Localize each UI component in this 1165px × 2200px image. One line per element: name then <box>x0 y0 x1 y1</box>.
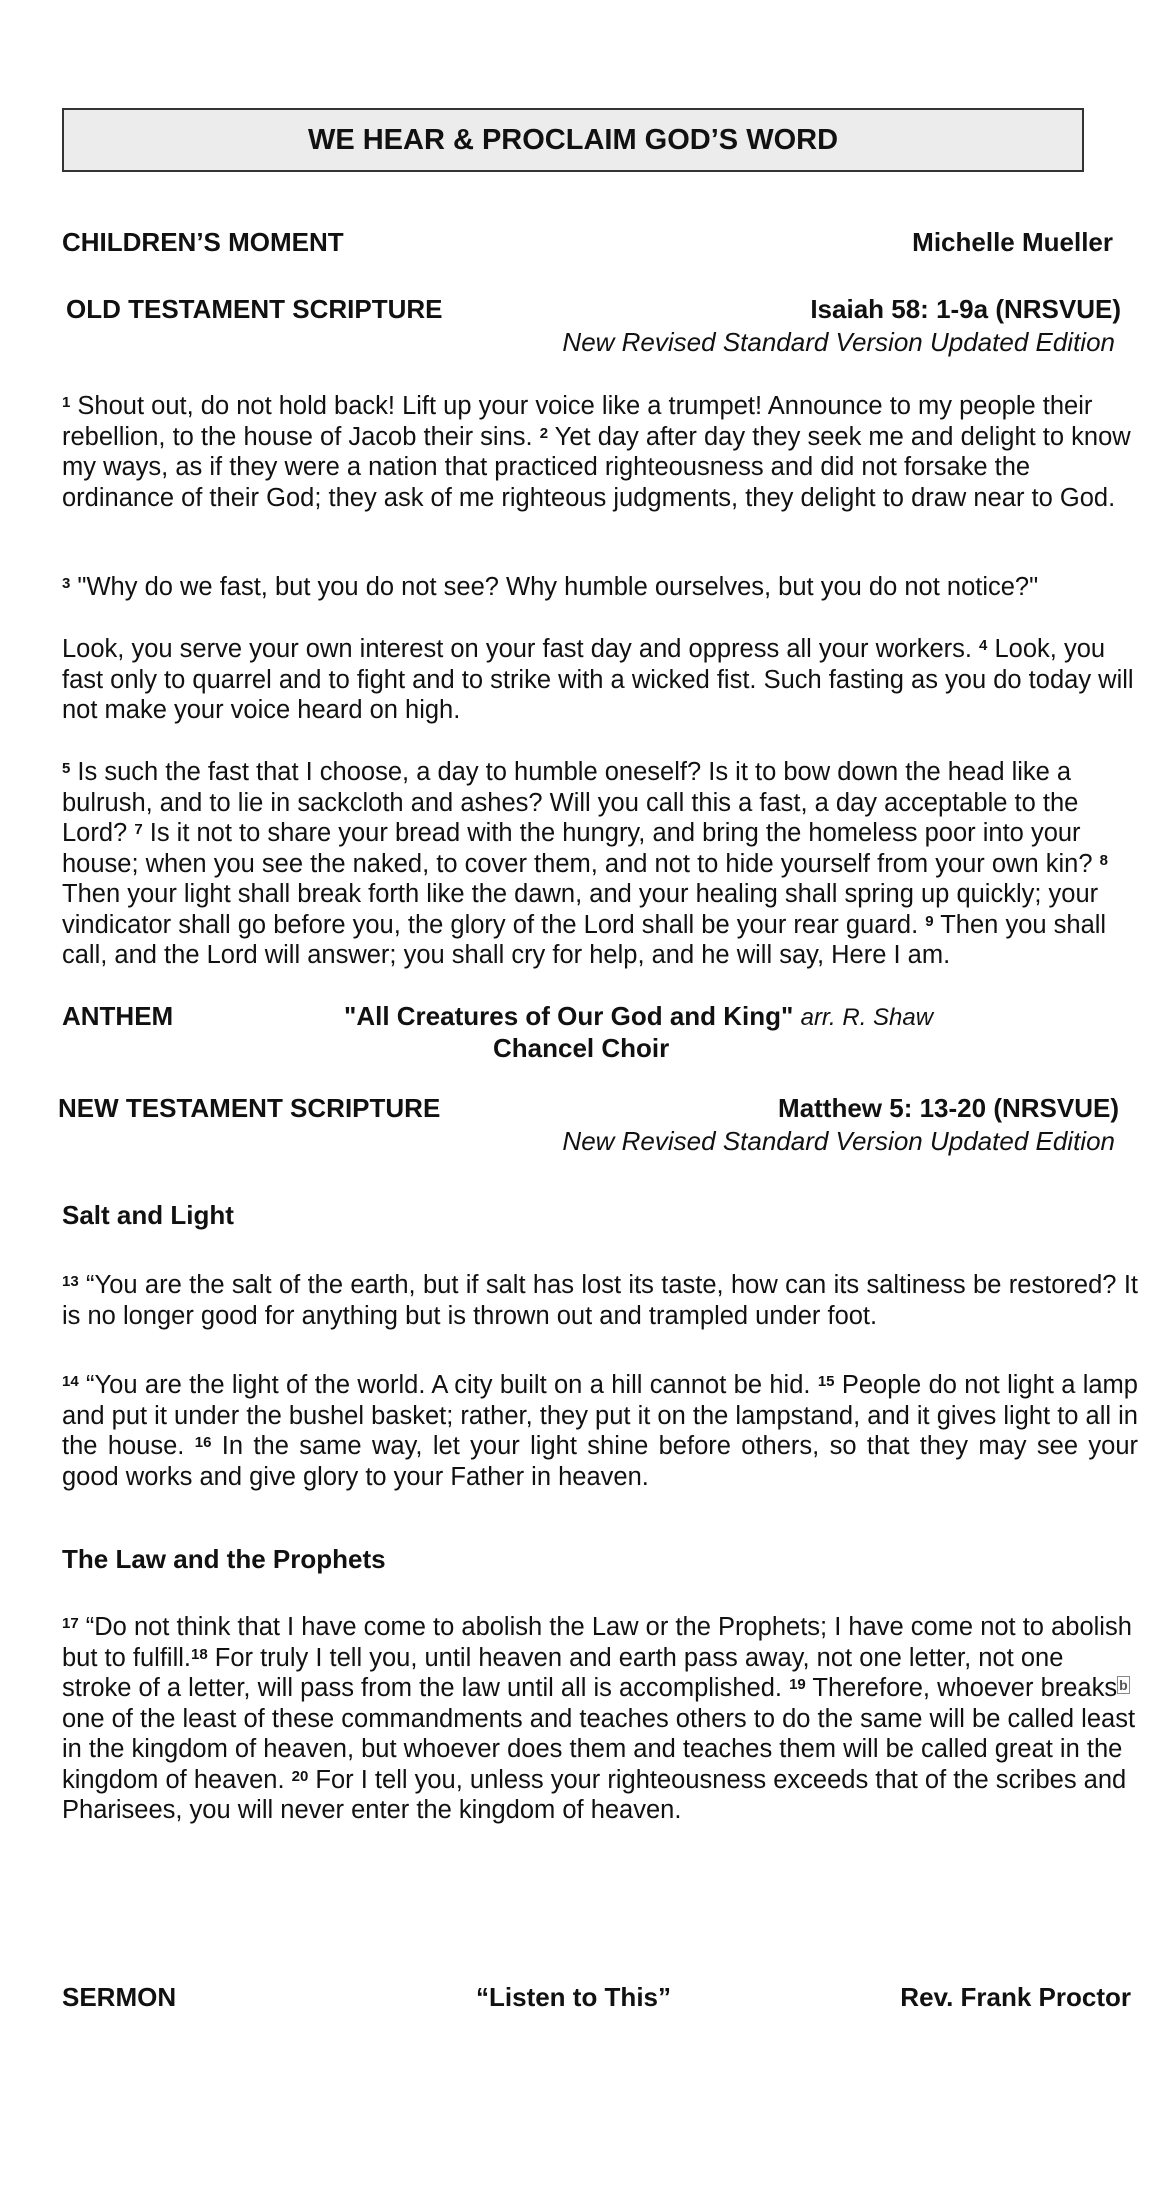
verse-number: 18 <box>190 1645 208 1663</box>
verse-number: 9 <box>925 912 934 930</box>
sermon-preacher: Rev. Frank Proctor <box>900 1982 1131 2012</box>
footnote-link[interactable]: b <box>1119 1677 1128 1693</box>
sermon-label: SERMON <box>62 1982 177 2012</box>
childrens-moment-label: CHILDREN’S MOMENT <box>62 227 344 257</box>
verse-text: In the same way, let your light shine before others, so that they may see your good works and give glory to your Father in heaven. <box>62 1432 1138 1491</box>
isaiah-paragraph-3 <box>62 634 1138 726</box>
new-testament-version: New Revised Standard Version Updated Edition <box>562 1126 1115 1156</box>
old-testament-label: OLD TESTAMENT SCRIPTURE <box>66 294 443 324</box>
verse-text: Is it not to share your bread with the hungry, and bring the homeless poor into your house; when you see the naked, to cover them, and not to hide yourself from your own kin? <box>62 819 1100 878</box>
matthew-paragraph-1 <box>62 1270 1138 1331</box>
verse-number: 17 <box>62 1615 79 1632</box>
verse-number: 14 <box>62 1373 79 1390</box>
new-testament-reference: Matthew 5: 13-20 (NRSVUE) <box>778 1093 1119 1123</box>
verse-text: “You are the light of the world. A city built on a hill cannot be hid. <box>78 1371 818 1399</box>
matthew-paragraph-2 <box>62 1370 1138 1492</box>
childrens-moment-leader: Michelle Mueller <box>912 227 1113 257</box>
verse-number: 2 <box>539 424 549 442</box>
verse-text: Look, you serve your own interest on your fast day and oppress all your workers. <box>62 635 980 663</box>
old-testament-reference: Isaiah 58: 1-9a (NRSVUE) <box>810 294 1121 324</box>
verse-text: Therefore, whoever breaks <box>805 1674 1118 1702</box>
anthem-choir: Chancel Choir <box>493 1033 670 1063</box>
verse-number: 13 <box>62 1273 79 1290</box>
isaiah-paragraph-2 <box>62 572 1138 603</box>
verse-number: 1 <box>62 394 71 411</box>
verse-text: "Why do we fast, but you do not see? Why humble ourselves, but you do not notice?" <box>70 573 1039 601</box>
verse-number: 20 <box>291 1767 309 1785</box>
verse-text: one of the least of these commandments and teaches others to do the same will be called least in the kingdom of heaven, but whoever does them and teaches them will be called great in the kingdom of heaven. <box>62 1704 1136 1794</box>
new-testament-label: NEW TESTAMENT SCRIPTURE <box>58 1093 441 1123</box>
verse-number: 16 <box>194 1434 212 1451</box>
verse-number: 8 <box>1099 851 1108 869</box>
verse-number: 15 <box>817 1373 835 1390</box>
anthem-title: "All Creatures of Our God and King" <box>344 1001 794 1031</box>
verse-number: 5 <box>62 760 71 777</box>
verse-text: Yet day after day they seek me and delight to know my ways, as if they were a nation that practiced righteousness and did not forsake the ordinance of their God; they ask of me righteous judgments, they delight to draw near to God. <box>62 422 1131 512</box>
section-banner: WE HEAR & PROCLAIM GOD’S WORD <box>62 108 1084 172</box>
verse-text: For I tell you, unless your righteousness exceeds that of the scribes and Pharisees, you will never enter the kingdom of heaven. <box>62 1765 1127 1824</box>
anthem-title-line <box>344 1000 933 1034</box>
matthew-paragraph-3 <box>62 1612 1138 1826</box>
section-heading-law-and-prophets: The Law and the Prophets <box>62 1544 386 1574</box>
section-heading-salt-and-light: Salt and Light <box>62 1200 234 1230</box>
verse-text: Then your light shall break forth like the dawn, and your healing shall spring up quickly; your vindicator shall go before you, the glory of the Lord shall be your rear guard. <box>62 880 1099 939</box>
verse-text: Then you shall call, and the Lord will answer; you shall cry for help, and he will say, Here I am. <box>62 910 1107 969</box>
verse-text: For truly I tell you, until heaven and earth pass away, not one letter, not one stroke of a letter, will pass from the law until all is accomplished. <box>62 1643 1064 1702</box>
verse-number: 7 <box>134 821 143 838</box>
verse-number: 4 <box>979 637 988 654</box>
verse-text: Is such the fast that I choose, a day to humble oneself? Is it to bow down the head like a bulrush, and to lie in sackcloth and ashes? Will you call this a fast, a day acceptable to the Lord? <box>62 758 1079 847</box>
sermon-title: “Listen to This” <box>476 1982 671 2012</box>
anthem-label: ANTHEM <box>62 1001 174 1031</box>
verse-number: 19 <box>789 1676 806 1693</box>
verse-text: “You are the salt of the earth, but if salt has lost its taste, how can its saltiness be restored? It is no longer good for anything but is thrown out and trampled under foot. <box>62 1271 1138 1330</box>
verse-text: Look, you fast only to quarrel and to fight and to strike with a wicked fist. Such fasting as you do today will not make your voice heard on high. <box>62 635 1134 724</box>
isaiah-paragraph-1 <box>62 391 1138 513</box>
isaiah-paragraph-4 <box>62 757 1138 971</box>
old-testament-version: New Revised Standard Version Updated Edition <box>562 327 1115 357</box>
verse-text: Shout out, do not hold back! Lift up your voice like a trumpet! Announce to my people their rebellion, to the house of Jacob their sins. <box>62 392 1093 451</box>
anthem-arranger: arr. R. Shaw <box>800 1004 934 1031</box>
verse-text: “Do not think that I have come to abolish the Law or the Prophets; I have come not to abolish but to fulfill. <box>62 1613 1132 1672</box>
verse-number: 3 <box>62 575 71 592</box>
verse-text: People do not light a lamp and put it under the bushel basket; rather, they put it on the lampstand, and it gives light to all in the house. <box>62 1371 1138 1460</box>
